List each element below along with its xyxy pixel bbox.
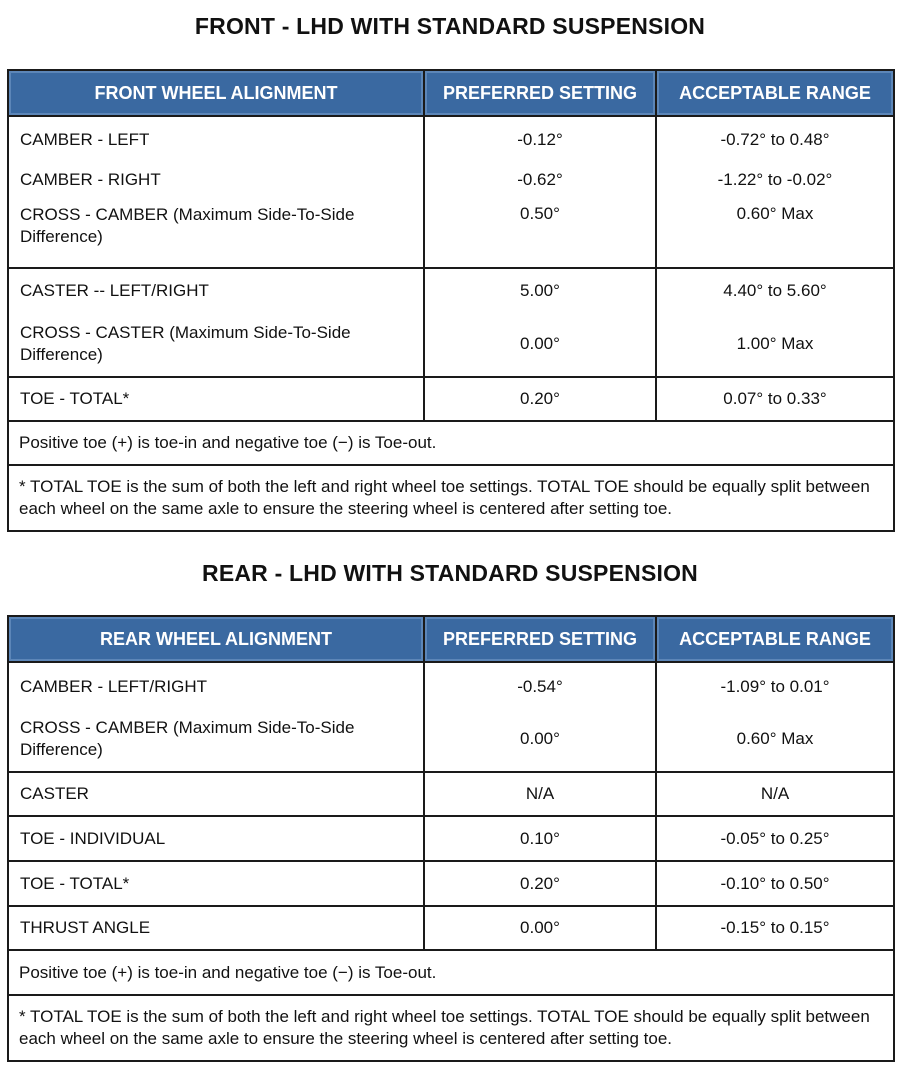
range-value: 1.00° Max <box>656 311 894 377</box>
range-value: -0.10° to 0.50° <box>656 861 894 906</box>
range-value: -1.22° to -0.02° <box>656 159 894 201</box>
range-value: 0.07° to 0.33° <box>656 377 894 421</box>
range-value: 4.40° to 5.60° <box>656 268 894 311</box>
toe-note-row <box>8 950 894 995</box>
preferred-value: 0.00° <box>424 311 656 377</box>
preferred-value: -0.12° <box>424 116 656 159</box>
preferred-value: 0.10° <box>424 816 656 861</box>
column-header-range: ACCEPTABLE RANGE <box>656 70 894 116</box>
preferred-value: -0.62° <box>424 159 656 201</box>
total-toe-note: * TOTAL TOE is the sum of both the left and right wheel toe settings. TOTAL TOE should be equally split between each wheel on the same axle to ensure the steering wheel is centered after setting toe. <box>19 477 870 518</box>
table-row <box>8 861 894 906</box>
range-value: N/A <box>656 772 894 816</box>
row-label: TOE - TOTAL* <box>8 861 424 906</box>
rear-alignment-table <box>7 615 895 1062</box>
row-label: CASTER <box>8 772 424 816</box>
row-label: CROSS - CASTER (Maximum Side-To-Side Difference) <box>8 311 424 377</box>
table-row <box>8 311 894 377</box>
row-label: CAMBER - RIGHT <box>8 159 424 201</box>
front-alignment-table <box>7 69 895 532</box>
total-toe-note-row <box>8 465 894 531</box>
column-header-alignment: REAR WHEEL ALIGNMENT <box>8 616 424 662</box>
table-row <box>8 201 894 268</box>
row-label: CROSS - CAMBER (Maximum Side-To-Side Difference) <box>8 201 424 268</box>
row-label: CAMBER - LEFT/RIGHT <box>8 662 424 706</box>
table-row <box>8 268 894 311</box>
total-toe-note-row <box>8 995 894 1061</box>
range-value: -1.09° to 0.01° <box>656 662 894 706</box>
table-header-row <box>8 70 894 116</box>
toe-note-row <box>8 421 894 465</box>
table-row <box>8 772 894 816</box>
range-value: 0.60° Max <box>656 201 894 268</box>
table-row <box>8 377 894 421</box>
row-label: CROSS - CAMBER (Maximum Side-To-Side Difference) <box>8 706 424 772</box>
column-header-preferred: PREFERRED SETTING <box>424 70 656 116</box>
row-label: CAMBER - LEFT <box>8 116 424 159</box>
column-header-range: ACCEPTABLE RANGE <box>656 616 894 662</box>
toe-sign-note: Positive toe (+) is toe-in and negative toe (−) is Toe-out. <box>8 421 894 465</box>
preferred-value: 0.50° <box>424 201 656 268</box>
preferred-value: -0.54° <box>424 662 656 706</box>
table-row <box>8 159 894 201</box>
table-row <box>8 116 894 159</box>
rear-section-title: REAR - LHD WITH STANDARD SUSPENSION <box>202 560 698 586</box>
preferred-value: N/A <box>424 772 656 816</box>
row-label: CASTER -- LEFT/RIGHT <box>8 268 424 311</box>
preferred-value: 5.00° <box>424 268 656 311</box>
toe-sign-note: Positive toe (+) is toe-in and negative toe (−) is Toe-out. <box>8 950 894 995</box>
table-row <box>8 662 894 706</box>
range-value: -0.15° to 0.15° <box>656 906 894 950</box>
front-section-title: FRONT - LHD WITH STANDARD SUSPENSION <box>194 13 706 39</box>
table-header-row <box>8 616 894 662</box>
table-row <box>8 816 894 861</box>
preferred-value: 0.00° <box>424 706 656 772</box>
table-row <box>8 906 894 950</box>
preferred-value: 0.00° <box>424 906 656 950</box>
range-value: -0.05° to 0.25° <box>656 816 894 861</box>
preferred-value: 0.20° <box>424 861 656 906</box>
column-header-alignment: FRONT WHEEL ALIGNMENT <box>8 70 424 116</box>
row-label: TOE - TOTAL* <box>8 377 424 421</box>
preferred-value: 0.20° <box>424 377 656 421</box>
table-row <box>8 706 894 772</box>
total-toe-note: * TOTAL TOE is the sum of both the left and right wheel toe settings. TOTAL TOE should be equally split between each wheel on the same axle to ensure the steering wheel is centered after setting toe. <box>19 1007 870 1048</box>
row-label: THRUST ANGLE <box>8 906 424 950</box>
row-label: TOE - INDIVIDUAL <box>8 816 424 861</box>
column-header-preferred: PREFERRED SETTING <box>424 616 656 662</box>
range-value: 0.60° Max <box>656 706 894 772</box>
range-value: -0.72° to 0.48° <box>656 116 894 159</box>
